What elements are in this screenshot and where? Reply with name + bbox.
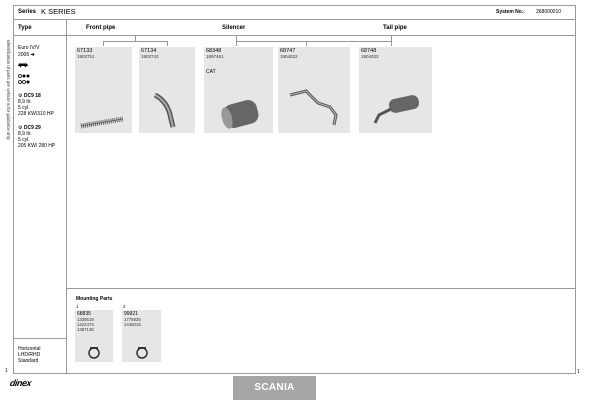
type-heading: Type <box>18 25 32 31</box>
engine-2-power: 205 KW/ 280 HP <box>18 143 56 149</box>
mounting-item-2-index: 2 <box>123 304 126 309</box>
column-header-rule <box>13 35 576 36</box>
page-number-left: 1 <box>5 368 8 374</box>
part-oem: 1903743 <box>141 54 159 59</box>
rear-silencer-icon <box>359 47 432 133</box>
engine-2-name: DC9 29 <box>23 125 41 131</box>
mounting-oem-2: 1445015 <box>124 322 141 327</box>
engine-1 <box>18 93 54 117</box>
part-oem: 1903751 <box>77 54 95 59</box>
year-value: 2006 <box>18 52 30 58</box>
euro-standard: Euro IV/V <box>18 45 40 51</box>
mounting-code: 68835 <box>77 311 91 317</box>
part-oem: 1904022 <box>280 54 298 59</box>
engine-2-displacement: 8,9 ltr. <box>18 131 32 137</box>
mounting-item-1-index: 1 <box>76 304 79 309</box>
part-card-68348[interactable] <box>204 47 273 133</box>
sidebar-bottom-rule <box>13 338 66 339</box>
flex-pipe-icon <box>75 47 132 133</box>
wheel-config-icon <box>18 74 30 86</box>
arrow-right-icon: ➔ <box>30 52 35 58</box>
brand-bar <box>233 376 316 400</box>
part-code: 68348 <box>206 48 222 54</box>
front-pipe-bracket <box>103 41 167 46</box>
engine-icon: ⚙ <box>18 93 23 99</box>
clamp-icon <box>75 310 113 362</box>
bus-icon <box>18 63 28 67</box>
silencer-tail-bracket <box>236 41 391 46</box>
front-pipe-heading: Front pipe <box>86 25 116 31</box>
part-oem: 1904023 <box>361 54 379 59</box>
engine-1-name: DC9 18 <box>23 93 41 99</box>
page-number-right: 1 <box>577 369 580 375</box>
engine-2 <box>18 125 55 149</box>
tail-pipe-icon <box>278 47 350 133</box>
mounting-oem-3: 1367136 <box>77 327 94 332</box>
system-value: 268000010 <box>536 9 562 15</box>
mounting-info <box>18 346 41 364</box>
silencer-heading: Silencer <box>222 25 246 31</box>
mounting-divider <box>66 288 576 289</box>
mounting-code: 99921 <box>124 311 138 317</box>
mounting-card-68835[interactable] <box>75 310 113 362</box>
series-label: Series <box>18 9 37 15</box>
engine-1-cylinders: 5 cyl. <box>18 105 30 111</box>
part-note: CAT <box>206 69 216 75</box>
dinex-logo: dinex <box>9 378 32 388</box>
part-oem: 1897461 <box>206 54 224 59</box>
mounting-parts-title: Mounting Parts <box>76 296 113 302</box>
engine-2-cylinders: 5 cyl. <box>18 137 30 143</box>
part-code: 68748 <box>361 48 377 54</box>
vertical-note-container <box>4 40 12 270</box>
tail-pipe-heading: Tail pipe <box>383 25 407 31</box>
sidebar-divider <box>66 19 67 374</box>
year-row <box>18 52 35 58</box>
part-card-67133[interactable] <box>75 47 132 133</box>
mounting-oem-1: 1339518 <box>77 317 94 322</box>
engine-1-power: 228 KW/310 HP <box>18 111 54 117</box>
part-card-68747[interactable] <box>278 47 350 133</box>
mounting-orientation: Horizontal <box>18 346 41 352</box>
mounting-oem-1: 1775925 <box>124 317 141 322</box>
part-code: 68747 <box>280 48 296 54</box>
part-code: 67133 <box>77 48 93 54</box>
engine-icon: ⚙ <box>18 125 23 131</box>
engine-1-displacement: 8,9 ltr. <box>18 99 32 105</box>
clamp-icon <box>122 310 161 362</box>
mounting-drive: LHD/RHD <box>18 352 41 358</box>
brand-name: SCANIA <box>254 382 295 393</box>
mounting-type: Standard <box>18 358 39 364</box>
part-card-68748[interactable] <box>359 47 432 133</box>
series-value: K SERIES <box>41 7 76 16</box>
silencer-icon <box>204 47 273 133</box>
part-code: 67134 <box>141 48 157 54</box>
mounting-card-99921[interactable] <box>122 310 161 362</box>
mounting-oem-2: 1422474 <box>77 322 94 327</box>
header-rule <box>13 19 576 20</box>
bent-pipe-icon <box>139 47 195 133</box>
part-card-67134[interactable] <box>139 47 195 133</box>
vertical-note: Identification of parts per vehicle is for guidance only <box>6 40 11 140</box>
system-label: System No.: <box>496 9 525 15</box>
